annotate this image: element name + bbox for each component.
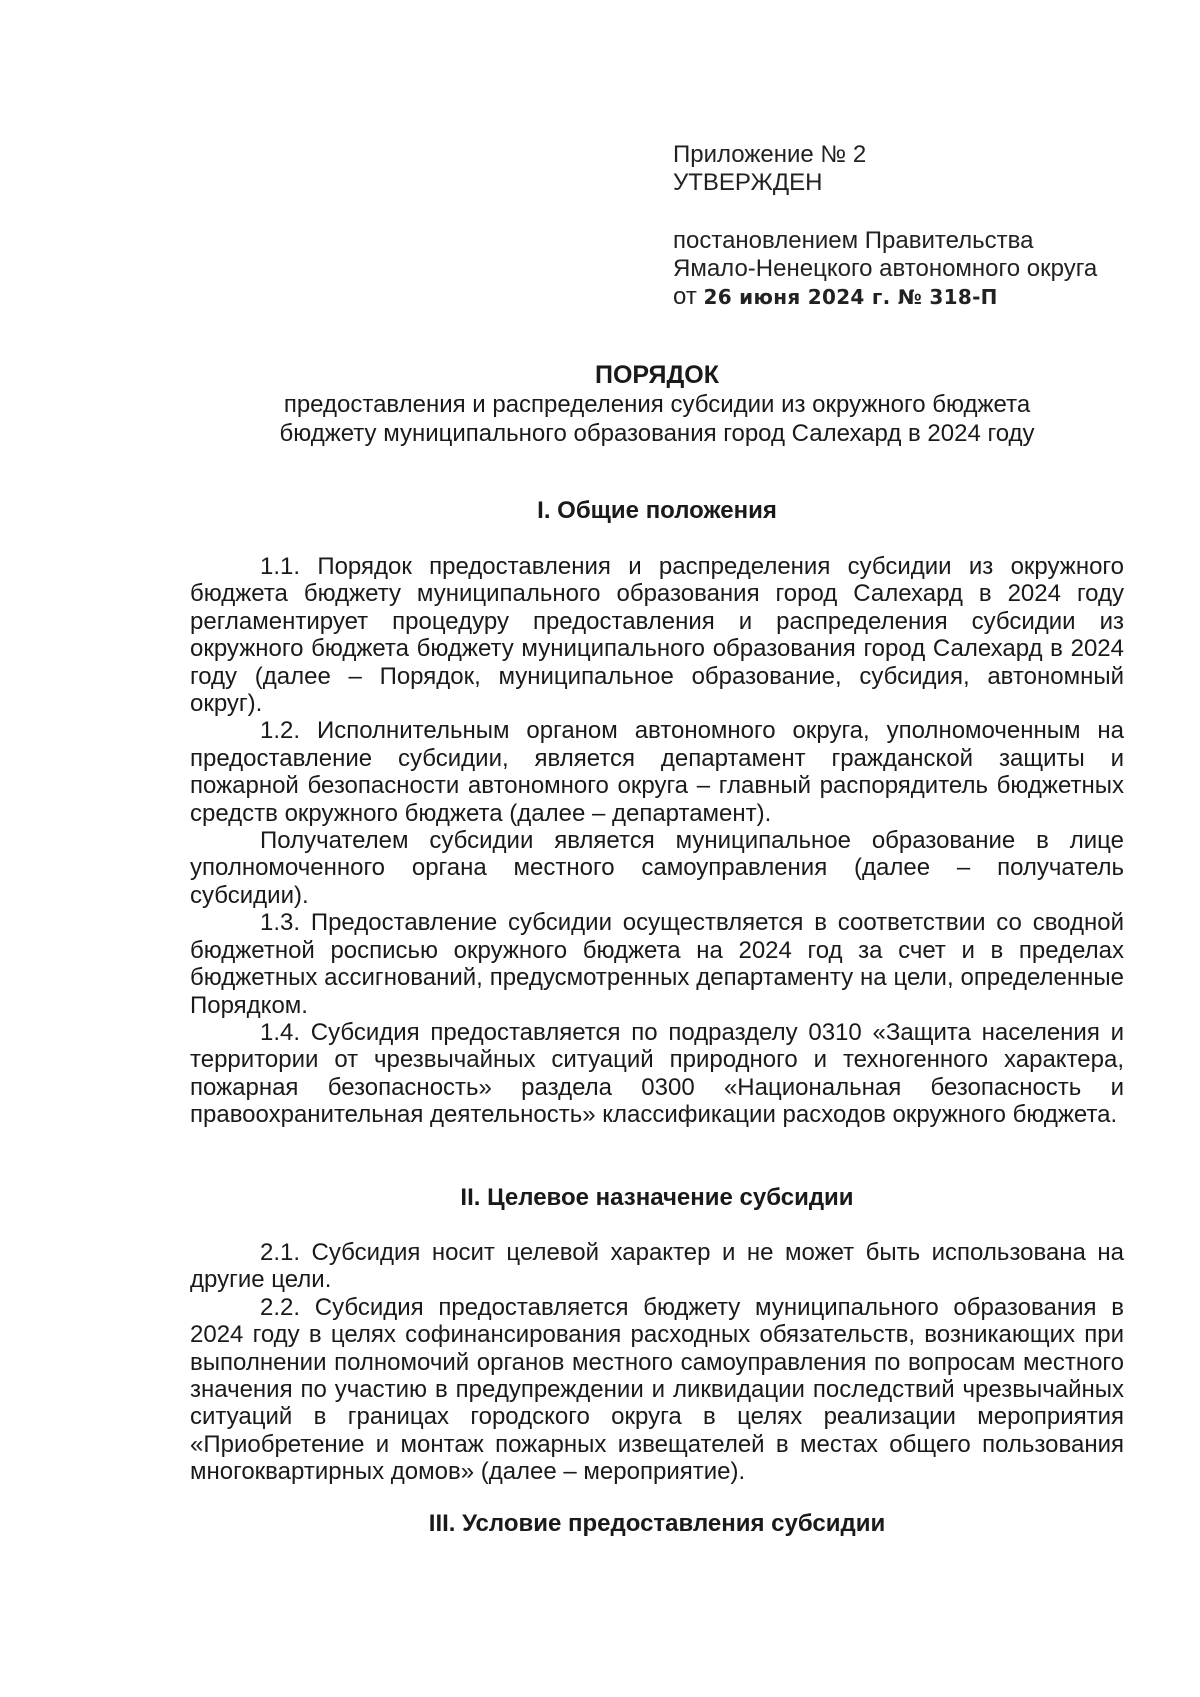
approved-by-line-2: Ямало-Ненецкого автономного округа (673, 255, 1098, 282)
section-2-body (190, 1239, 1124, 1486)
paragraph-2-1: 2.1. Субсидия носит целевой характер и не может быть использована на другие цели. (190, 1239, 1124, 1294)
decree-from-prefix: от (673, 283, 697, 310)
decree-date-number: 26 июня 2024 г. № 318-П (703, 285, 998, 309)
document-subtitle-line-2: бюджету муниципального образования город Салехард в 2024 году (279, 420, 1035, 447)
document-title: ПОРЯДОК (595, 361, 719, 389)
paragraph-2-2: 2.2. Субсидия предоставляется бюджету муниципального образования в 2024 году в целях софинансирования расходных обязательств, возникающих при выполнении полномочий органов местного самоуправления по вопросам местного значения по участию в предупреждении и ликвидации последствий чрезвычайных ситуаций в границах городского округа в целях реализации мероприятия «Приобретение и монтаж пожарных извещателей в местах общего пользования многоквартирных домов» (далее – мероприятие). (190, 1293, 1124, 1486)
document-title-block (190, 360, 1124, 448)
paragraph-1-4: 1.4. Субсидия предоставляется по подразделу 0310 «Защита населения и территории от чрезвычайных ситуаций природного и техногенного характера, пожарная безопасность» раздела 0300 «Национальная безопасность и правоохранительная деятельность» классификации расходов окружного бюджета. (190, 1018, 1124, 1129)
spacer (673, 197, 1133, 227)
section-1-body (190, 553, 1124, 1129)
appendix-label: Приложение № 2 (673, 141, 867, 168)
paragraph-1-2-recipient: Получателем субсидии является муниципальное образование в лице уполномоченного органа местного самоуправления (далее – получатель субсидии). (190, 827, 1124, 909)
paragraph-1-1: 1.1. Порядок предоставления и распределения субсидии из окружного бюджета бюджету муниципального образования город Салехард в 2024 году регламентирует процедуру предоставления и распределения субсидии из окружного бюджета бюджету муниципального образования город Салехард в 2024 году (далее – Порядок, муниципальное образование, субсидия, автономный округ). (190, 553, 1124, 718)
approved-label: УТВЕРЖДЕН (673, 169, 823, 196)
approval-block (673, 141, 1133, 311)
paragraph-1-3: 1.3. Предоставление субсидии осуществляется в соответствии со сводной бюджетной росписью окружного бюджета на 2024 год за счет и в пределах бюджетных ассигнований, предусмотренных департаменту на цели, определенные Порядком. (190, 909, 1124, 1019)
section-2-heading: II. Целевое назначение субсидии (460, 1184, 854, 1211)
document-subtitle-line-1: предоставления и распределения субсидии из окружного бюджета (283, 391, 1031, 418)
approved-by-line-1: постановлением Правительства (673, 227, 1034, 254)
section-3-heading: III. Условие предоставления субсидии (428, 1510, 886, 1537)
decree-line (673, 283, 1133, 311)
paragraph-1-2: 1.2. Исполнительным органом автономного округа, уполномоченным на предоставление субсидии, является департамент гражданской защиты и пожарной безопасности автономного округа – главный распорядитель бюджетных средств окружного бюджета (далее – департамент). (190, 717, 1124, 827)
section-1-heading: I. Общие положения (537, 497, 777, 524)
